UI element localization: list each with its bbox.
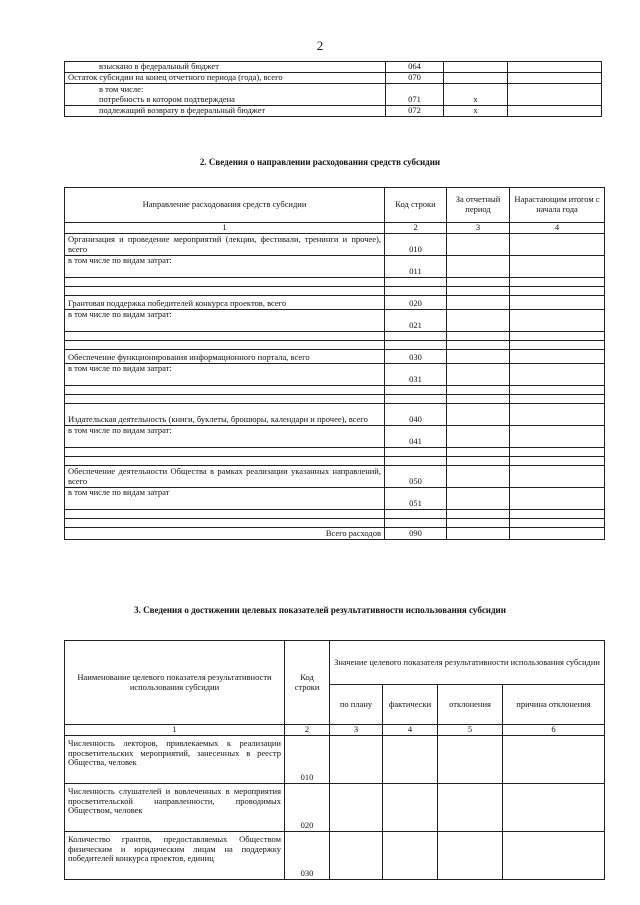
cell-empty bbox=[508, 73, 602, 84]
cell-empty bbox=[447, 331, 510, 340]
col-number: 3 bbox=[330, 725, 383, 736]
cell-empty bbox=[510, 425, 605, 447]
cell-empty bbox=[510, 295, 605, 309]
header-reason: причина отклонения bbox=[503, 685, 605, 725]
cell-empty bbox=[447, 456, 510, 465]
cell-empty bbox=[510, 465, 605, 487]
cell-empty bbox=[447, 527, 510, 539]
row-label: Грантовая поддержка победителей конкурса проектов, всего bbox=[65, 295, 385, 309]
cell-empty bbox=[330, 735, 383, 783]
row-mark: x bbox=[444, 95, 508, 106]
table-row bbox=[65, 403, 605, 425]
table-row bbox=[65, 509, 605, 518]
cell-empty bbox=[447, 385, 510, 394]
table-row bbox=[65, 309, 605, 331]
row-label: Остаток субсидии на конец отчетного периода (года), всего bbox=[65, 73, 386, 84]
col-number: 4 bbox=[510, 223, 605, 234]
row-code: 064 bbox=[386, 62, 444, 73]
row-code bbox=[385, 394, 447, 403]
cell-empty bbox=[447, 394, 510, 403]
row-label bbox=[65, 286, 385, 295]
cell-empty bbox=[510, 447, 605, 456]
row-code: 072 bbox=[386, 106, 444, 117]
row-label bbox=[65, 518, 385, 527]
row-mark bbox=[444, 84, 508, 95]
row-code bbox=[385, 518, 447, 527]
row-code bbox=[385, 385, 447, 394]
cell-empty bbox=[508, 84, 602, 95]
page-number: 2 bbox=[316, 38, 324, 53]
cell-empty bbox=[438, 735, 503, 783]
header-cumulative: Нарастающим итогом с начала года bbox=[510, 188, 605, 223]
header-value: Значение целевого показателя результативности использования субсидии bbox=[330, 641, 605, 685]
table-expenditure-directions bbox=[64, 187, 605, 540]
table-row bbox=[65, 394, 605, 403]
col-number: 4 bbox=[383, 725, 438, 736]
row-code: 031 bbox=[385, 363, 447, 385]
col-number: 1 bbox=[65, 725, 285, 736]
table-row bbox=[65, 349, 605, 363]
col-number: 2 bbox=[285, 725, 330, 736]
cell-empty bbox=[510, 394, 605, 403]
row-code: 021 bbox=[385, 309, 447, 331]
cell-empty bbox=[447, 509, 510, 518]
cell-empty bbox=[383, 783, 438, 831]
table-row bbox=[65, 106, 602, 117]
cell-empty bbox=[510, 527, 605, 539]
row-code: 010 bbox=[385, 233, 447, 255]
cell-empty bbox=[503, 735, 605, 783]
cell-empty bbox=[447, 233, 510, 255]
table-row bbox=[65, 465, 605, 487]
row-code: 071 bbox=[386, 95, 444, 106]
cell-empty bbox=[383, 831, 438, 879]
cell-empty bbox=[510, 403, 605, 425]
row-label: Обеспечение функционирования информационного портала, всего bbox=[65, 349, 385, 363]
row-label bbox=[65, 456, 385, 465]
table-row bbox=[65, 62, 602, 73]
row-label: Издательская деятельность (книги, буклеты, брошюры, календари и прочее), всего bbox=[65, 403, 385, 425]
row-code bbox=[385, 447, 447, 456]
total-code: 090 bbox=[385, 527, 447, 539]
row-label: подлежащий возврату в федеральный бюджет bbox=[65, 106, 386, 117]
header-deviation: отклонения bbox=[438, 685, 503, 725]
row-mark: x bbox=[444, 106, 508, 117]
cell-empty bbox=[503, 783, 605, 831]
row-label: в том числе по видам затрат: bbox=[65, 363, 385, 385]
table-target-indicators bbox=[64, 640, 605, 880]
table-row bbox=[65, 425, 605, 447]
table-row bbox=[65, 783, 605, 831]
cell-empty bbox=[503, 831, 605, 879]
cell-empty bbox=[510, 255, 605, 277]
cell-empty bbox=[447, 447, 510, 456]
table-body bbox=[65, 233, 605, 527]
table-row bbox=[65, 831, 605, 879]
table-row bbox=[65, 255, 605, 277]
cell-empty bbox=[438, 783, 503, 831]
table-row bbox=[65, 518, 605, 527]
table-row bbox=[65, 487, 605, 509]
header-plan: по плану bbox=[330, 685, 383, 725]
table-row bbox=[65, 331, 605, 340]
row-code: 030 bbox=[385, 349, 447, 363]
cell-empty bbox=[510, 385, 605, 394]
table-row bbox=[65, 286, 605, 295]
row-label bbox=[65, 509, 385, 518]
col-number: 3 bbox=[447, 223, 510, 234]
table-row bbox=[65, 84, 602, 95]
row-label bbox=[65, 447, 385, 456]
cell-empty bbox=[447, 363, 510, 385]
cell-empty bbox=[447, 465, 510, 487]
header-direction: Направление расходования средств субсидии bbox=[65, 188, 385, 223]
row-mark bbox=[444, 62, 508, 73]
row-code bbox=[385, 509, 447, 518]
row-code bbox=[385, 456, 447, 465]
col-number: 6 bbox=[503, 725, 605, 736]
table-row bbox=[65, 735, 605, 783]
row-code bbox=[385, 331, 447, 340]
table-row bbox=[65, 73, 602, 84]
header-name: Наименование целевого показателя результативности использования субсидии bbox=[65, 641, 285, 725]
table-row bbox=[65, 277, 605, 286]
row-label: потребность в котором подтверждена bbox=[65, 95, 386, 106]
cell-empty bbox=[447, 487, 510, 509]
table-row bbox=[65, 363, 605, 385]
row-code: 030 bbox=[285, 831, 330, 879]
cell-empty bbox=[438, 831, 503, 879]
cell-empty bbox=[447, 349, 510, 363]
cell-empty bbox=[330, 783, 383, 831]
col-number: 2 bbox=[385, 223, 447, 234]
row-code: 020 bbox=[385, 295, 447, 309]
table-row bbox=[65, 233, 605, 255]
total-label: Всего расходов bbox=[65, 527, 385, 539]
table-row bbox=[65, 340, 605, 349]
row-label bbox=[65, 340, 385, 349]
table-header-row bbox=[65, 188, 605, 223]
cell-empty bbox=[383, 735, 438, 783]
table-subsidy-balance bbox=[64, 61, 602, 117]
cell-empty bbox=[447, 518, 510, 527]
cell-empty bbox=[447, 277, 510, 286]
cell-empty bbox=[510, 349, 605, 363]
row-label: Организация и проведение мероприятий (лекции, фестивали, тренинги и прочее), всего bbox=[65, 233, 385, 255]
row-code: 050 bbox=[385, 465, 447, 487]
row-label bbox=[65, 331, 385, 340]
column-numbers-row bbox=[65, 223, 605, 234]
row-code: 010 bbox=[285, 735, 330, 783]
cell-empty bbox=[510, 286, 605, 295]
cell-empty bbox=[510, 331, 605, 340]
row-label: Численность слушателей и вовлеченных в мероприятия просветительской направленности, проводимых Обществом, человек bbox=[65, 783, 285, 831]
cell-empty bbox=[510, 277, 605, 286]
table-header-row bbox=[65, 641, 605, 685]
row-code: 011 bbox=[385, 255, 447, 277]
header-fact: фактически bbox=[383, 685, 438, 725]
row-code: 020 bbox=[285, 783, 330, 831]
header-period: За отчетный период bbox=[447, 188, 510, 223]
cell-empty bbox=[508, 106, 602, 117]
row-code bbox=[385, 286, 447, 295]
cell-empty bbox=[508, 95, 602, 106]
table-body bbox=[65, 735, 605, 879]
row-label bbox=[65, 277, 385, 286]
cell-empty bbox=[447, 309, 510, 331]
row-label: в том числе по видам затрат bbox=[65, 487, 385, 509]
row-code: 070 bbox=[386, 73, 444, 84]
cell-empty bbox=[330, 831, 383, 879]
header-code: Код строки bbox=[285, 641, 330, 725]
row-label: взыскано в федеральный бюджет bbox=[65, 62, 386, 73]
row-label: Численность лекторов, привлекаемых к реализации просветительских мероприятий, занесенных в реестр Общества, человек bbox=[65, 735, 285, 783]
row-label bbox=[65, 394, 385, 403]
row-label: в том числе: bbox=[65, 84, 386, 95]
section2-title: 2. Сведения о направлении расходования средств субсидии bbox=[199, 157, 441, 167]
row-label: в том числе по видам затрат: bbox=[65, 309, 385, 331]
row-label: в том числе по видам затрат: bbox=[65, 255, 385, 277]
table-row bbox=[65, 456, 605, 465]
cell-empty bbox=[508, 62, 602, 73]
row-code: 051 bbox=[385, 487, 447, 509]
cell-empty bbox=[510, 309, 605, 331]
row-code bbox=[386, 84, 444, 95]
col-number: 5 bbox=[438, 725, 503, 736]
column-numbers-row bbox=[65, 725, 605, 736]
row-label: Обеспечение деятельности Общества в рамках реализации указанных направлений, всего bbox=[65, 465, 385, 487]
cell-empty bbox=[447, 340, 510, 349]
row-label bbox=[65, 385, 385, 394]
total-row bbox=[65, 527, 605, 539]
col-number: 1 bbox=[65, 223, 385, 234]
table-row bbox=[65, 447, 605, 456]
cell-empty bbox=[510, 363, 605, 385]
table-row bbox=[65, 295, 605, 309]
cell-empty bbox=[447, 295, 510, 309]
cell-empty bbox=[510, 340, 605, 349]
cell-empty bbox=[510, 487, 605, 509]
row-label: Количество грантов, предоставляемых Обществом физическим и юридическим лицам на поддержку победителей конкурса проектов, единиц bbox=[65, 831, 285, 879]
cell-empty bbox=[510, 233, 605, 255]
cell-empty bbox=[447, 255, 510, 277]
cell-empty bbox=[447, 286, 510, 295]
row-mark bbox=[444, 73, 508, 84]
row-code: 041 bbox=[385, 425, 447, 447]
row-code bbox=[385, 277, 447, 286]
section3-title: 3. Сведения о достижении целевых показателей результативности использования субсидии bbox=[134, 605, 506, 615]
row-label: в том числе по видам затрат: bbox=[65, 425, 385, 447]
cell-empty bbox=[510, 509, 605, 518]
row-code bbox=[385, 340, 447, 349]
cell-empty bbox=[510, 518, 605, 527]
cell-empty bbox=[447, 425, 510, 447]
row-code: 040 bbox=[385, 403, 447, 425]
cell-empty bbox=[447, 403, 510, 425]
table-row bbox=[65, 95, 602, 106]
header-code: Код строки bbox=[385, 188, 447, 223]
table-row bbox=[65, 385, 605, 394]
cell-empty bbox=[510, 456, 605, 465]
